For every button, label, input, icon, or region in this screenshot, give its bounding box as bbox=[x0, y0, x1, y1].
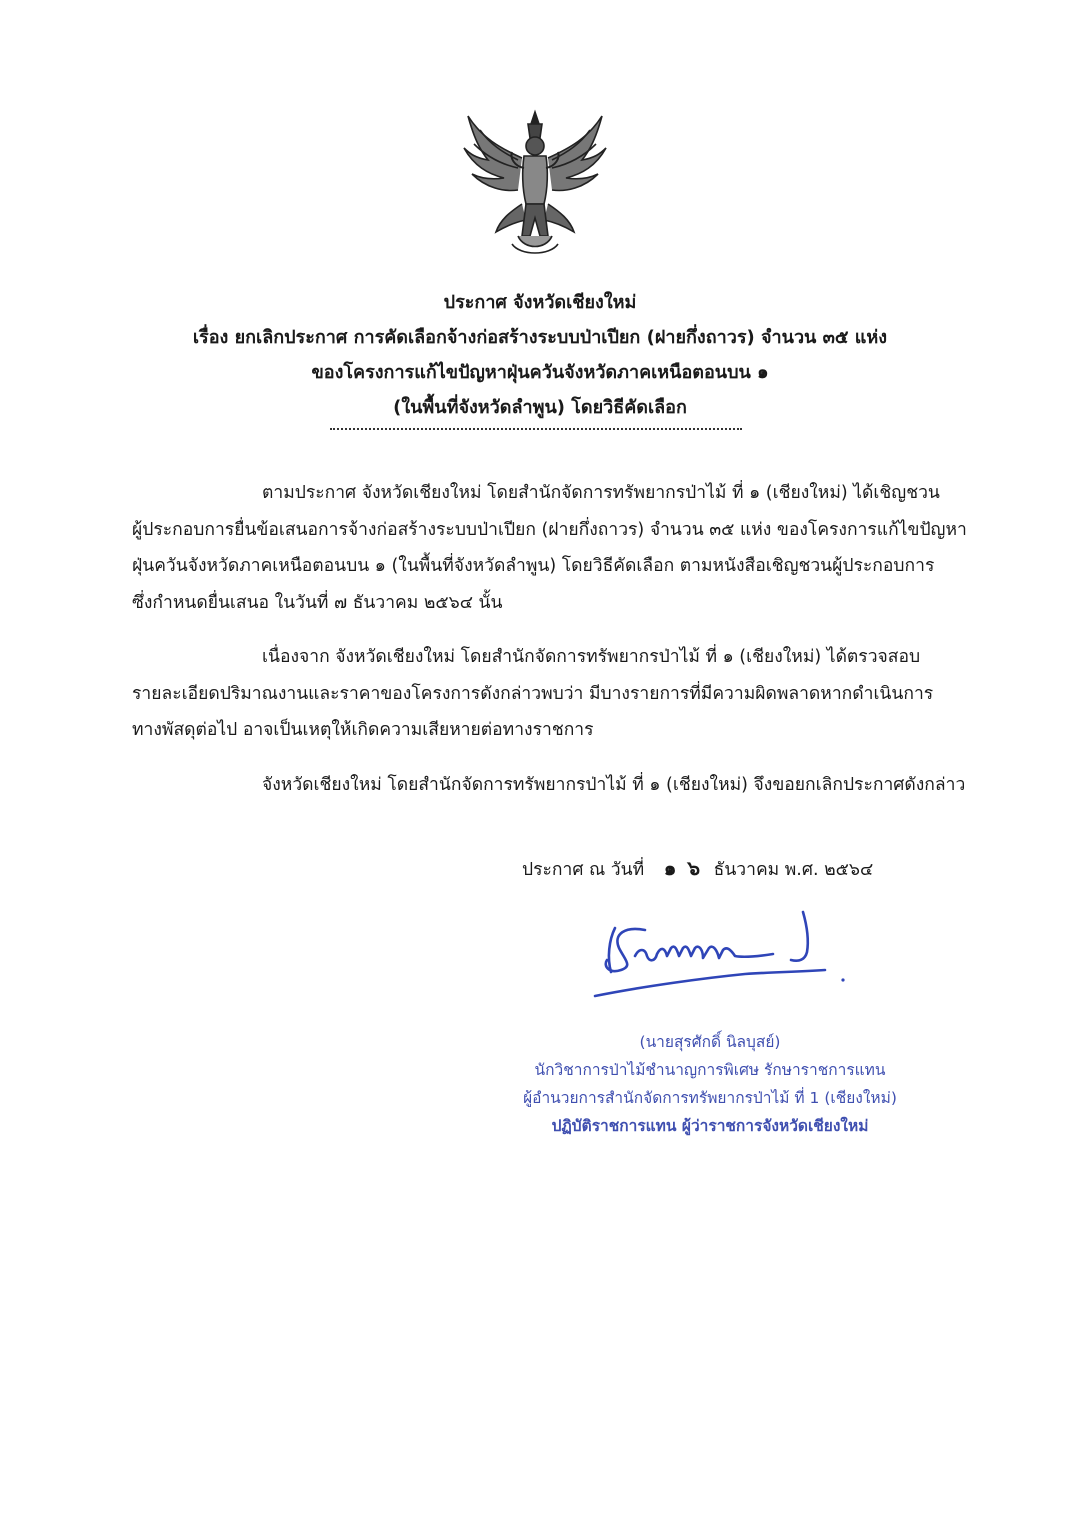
header-subject: เรื่อง ยกเลิกประกาศ การคัดเลือกจ้างก่อสร้างระบบป่าเปียก (ฝายกึ่งถาวร) จำนวน ๓๕ แห่ง bbox=[192, 327, 888, 348]
paragraph-2 bbox=[132, 639, 944, 749]
header-subject-line2: ของโครงการแก้ไขปัญหาฝุ่นควันจังหวัดภาคเหนือตอนบน ๑ bbox=[311, 362, 769, 383]
handwritten-signature bbox=[585, 900, 855, 1010]
paragraph-line: เนื่องจาก จังหวัดเชียงใหม่ โดยสำนักจัดการทรัพยากรป่าไม้ ที่ ๑ (เชียงใหม่) ได้ตรวจสอบ bbox=[262, 647, 921, 667]
signer-block bbox=[500, 1028, 920, 1140]
announce-day: ๑ ๖ bbox=[663, 856, 703, 880]
signer-position: นักวิชาการป่าไม้ชำนาญการพิเศษ รักษาราชการแทน bbox=[534, 1061, 886, 1079]
document-body bbox=[132, 475, 967, 821]
announce-prefix: ประกาศ ณ วันที่ bbox=[522, 860, 645, 880]
paragraph-line: รายละเอียดปริมาณงานและราคาของโครงการดังกล่าวพบว่า มีบางรายการที่มีความผิดพลาดหากดำเนินการ bbox=[132, 683, 934, 704]
signer-position: ปฏิบัติราชการแทน ผู้ว่าราชการจังหวัดเชียงใหม่ bbox=[551, 1117, 869, 1135]
garuda-emblem-icon bbox=[460, 108, 610, 258]
signer-name: (นายสุรศักดิ์ นิลบุสย์) bbox=[639, 1033, 781, 1051]
paragraph-3 bbox=[132, 767, 966, 804]
signer-position: ผู้อำนวยการสำนักจัดการทรัพยากรป่าไม้ ที่ 1 (เชียงใหม่) bbox=[523, 1089, 897, 1107]
dotted-divider bbox=[330, 428, 742, 430]
paragraph-line: จังหวัดเชียงใหม่ โดยสำนักจัดการทรัพยากรป่าไม้ ที่ ๑ (เชียงใหม่) จึงขอยกเลิกประกาศดังกล่าว bbox=[262, 774, 966, 795]
paragraph-line: ตามประกาศ จังหวัดเชียงใหม่ โดยสำนักจัดการทรัพยากรป่าไม้ ที่ ๑ (เชียงใหม่) ได้เชิญชวน bbox=[262, 483, 940, 503]
header-subject-line3: (ในพื้นที่จังหวัดลำพูน) โดยวิธีคัดเลือก bbox=[393, 397, 687, 418]
paragraph-1 bbox=[132, 475, 967, 621]
paragraph-line: ผู้ประกอบการยื่นข้อเสนอการจ้างก่อสร้างระบบป่าเปียก (ฝายกึ่งถาวร) จำนวน ๓๕ แห่ง ของโครงการแก้ไขปัญหา bbox=[132, 519, 967, 540]
header-title: ประกาศ จังหวัดเชียงใหม่ bbox=[443, 292, 637, 313]
paragraph-line: ฝุ่นควันจังหวัดภาคเหนือตอนบน ๑ (ในพื้นที่จังหวัดลำพูน) โดยวิธีคัดเลือก ตามหนังสือเชิญชวนผู้ประกอบการ bbox=[132, 556, 935, 576]
announcement-date bbox=[522, 852, 873, 884]
paragraph-line: ซึ่งกำหนดยื่นเสนอ ในวันที่ ๗ ธันวาคม ๒๕๖๔ นั้น bbox=[132, 592, 503, 613]
announce-month-year: ธันวาคม พ.ศ. ๒๕๖๔ bbox=[713, 860, 874, 880]
document-header bbox=[90, 285, 990, 425]
paragraph-line: ทางพัสดุต่อไป อาจเป็นเหตุให้เกิดความเสียหายต่อทางราชการ bbox=[132, 720, 594, 740]
